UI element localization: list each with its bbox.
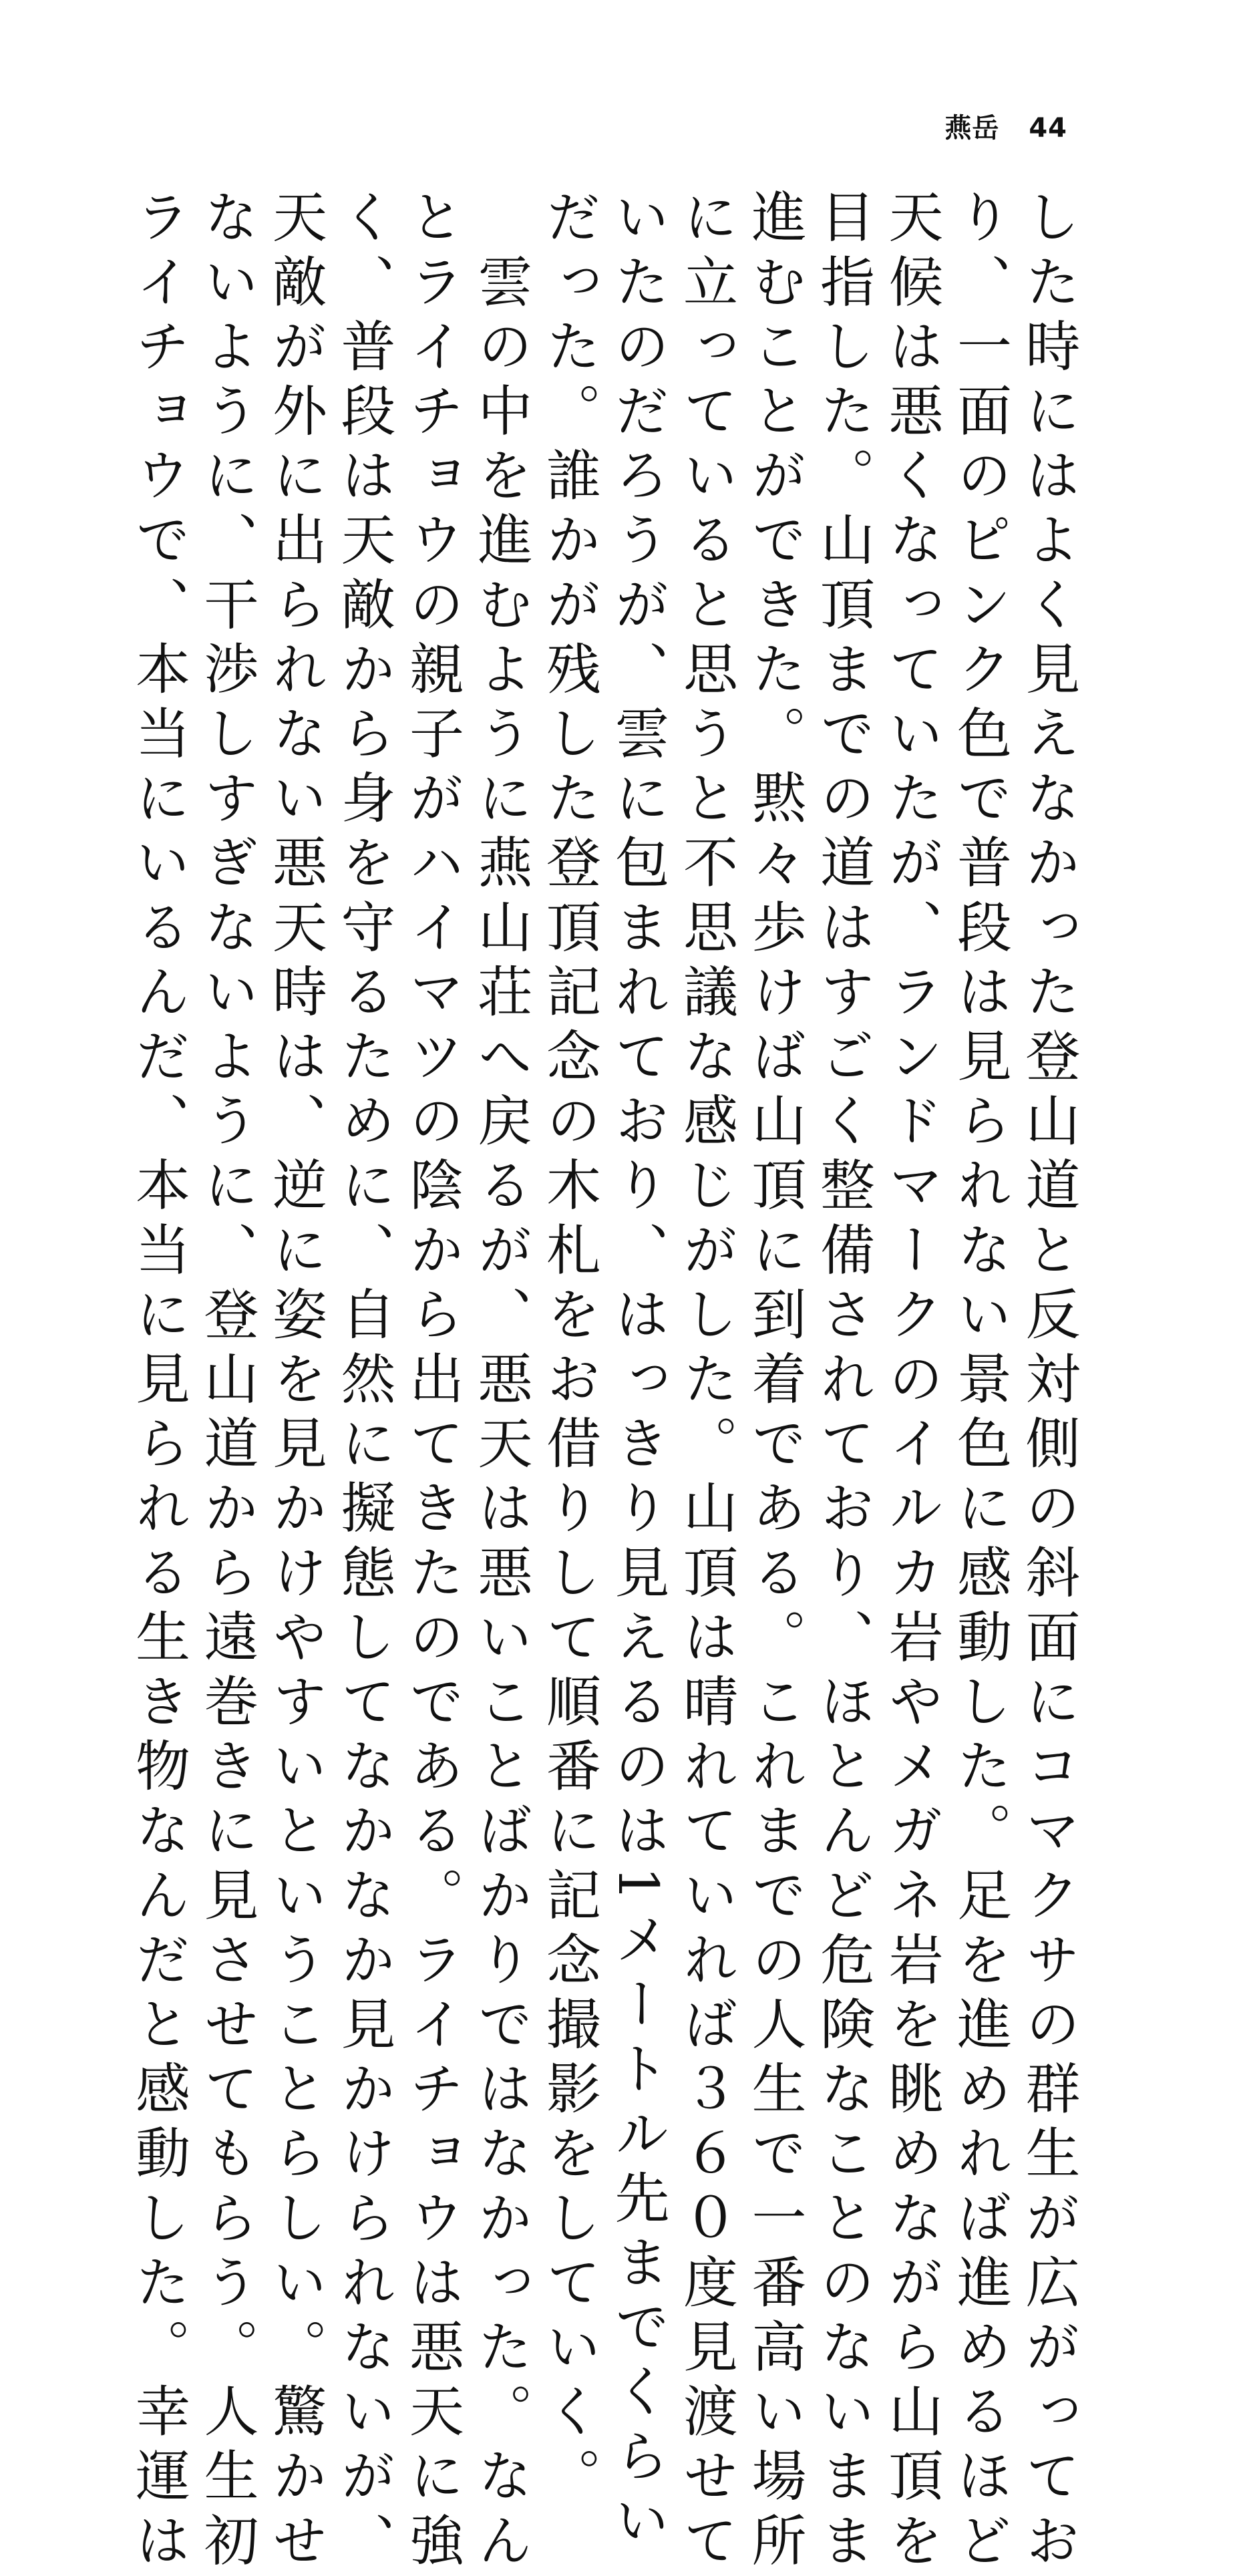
text-column: り、一面のピンク色で普段は見られない景色に感動した。足を進めれば進めるほど — [948, 188, 1012, 2576]
page-number: 44 — [1029, 113, 1067, 144]
text-column: 進むことができた。黙々歩けば山頂に到着である。これまでの人生で一番高い場所 — [743, 188, 806, 2576]
text-column: 天候は悪くなっていたが、ランドマークのイルカ岩やメガネ岩を眺めながら山頂を — [880, 188, 943, 2576]
chapter-title: 燕岳 — [944, 113, 1000, 144]
vertical-body-text — [126, 188, 1082, 2576]
text-column: いたのだろうが、雲に包まれており、はっきり見えるのは1メートル先までくらい — [606, 188, 669, 2557]
text-column: した時にはよく見えなかった登山道と反対側の斜面にコマクサの群生が広がってお — [1017, 188, 1080, 2576]
text-column: く、普段は天敵から身を守るために、自然に擬態してなかなか見かけられないが、 — [332, 188, 395, 2576]
text-column: に立っていると思うと不思議な感じがした。山頂は晴れていれば３６０度見渡せて — [674, 188, 738, 2576]
text-column: 雲の中を進むように燕山荘へ戻るが、悪天は悪いことばかりではなかった。なん — [469, 188, 532, 2576]
text-column: ライチョウで、本当にいるんだ、本当に見られる生き物なんだと感動した。幸運は — [126, 188, 190, 2576]
text-column: とライチョウの親子がハイマツの陰から出てきたのである。ライチョウは悪天に強 — [400, 188, 464, 2576]
text-column: だった。誰かが残した登頂記念の木札をお借りして順番に記念撮影をしていく。 — [537, 188, 601, 2512]
text-column: 目指した。山頂までの道はすごく整備されており、ほとんど危険なことのないまま — [811, 188, 875, 2576]
text-column: 天敵が外に出られない悪天時は、逆に姿を見かけやすいということらしい。驚かせ — [263, 188, 327, 2576]
running-header — [944, 107, 1067, 145]
text-column: ないように、干渉しすぎないように、登山道から遠巻きに見させてもらう。人生初 — [195, 188, 258, 2576]
